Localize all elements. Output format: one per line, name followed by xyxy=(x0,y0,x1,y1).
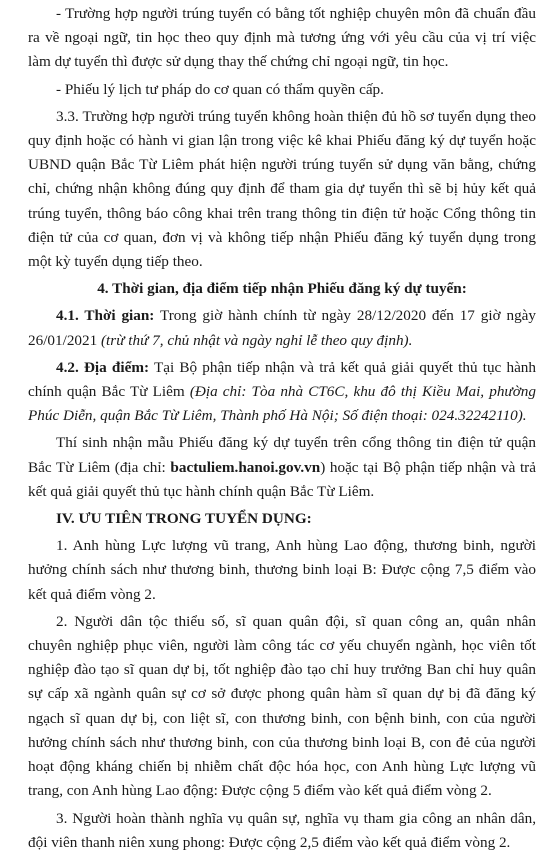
text-form-b: ) hoặc tại Bộ phận tiếp nhận và trả kết quả giải quyết thủ tục hành chính quận Bắc Từ Liêm. xyxy=(28,458,536,500)
note-4-2: (Địa chỉ: Tòa nhà CT6C, khu đô thị Kiều Mai, phường Phúc Diễn, quận Bắc Từ Liêm, Thành phố Hà Nội; Số điện thoại: 024.32242110). xyxy=(28,383,536,425)
paragraph-3-3: 3.3. Trường hợp người trúng tuyển không hoàn thiện đủ hồ sơ tuyển dụng theo quy định hoặc có hành vi gian lận trong việc kê khai Phiếu đăng ký dự tuyển hoặc UBND quận Bắc Từ Liêm phát hiện người trúng tuyển sử dụng văn bằng, chứng chỉ, chứng nhận không đúng quy định để tham gia dự tuyển thì sẽ bị hủy kết quả trúng tuyển, thông báo công khai trên trang thông tin điện tử hoặc Cổng thông tin điện tử của cơ quan, đơn vị và không tiếp nhận Phiếu đăng ký tuyển dụng trong một kỳ tuyển dụng tiếp theo. xyxy=(28,107,536,271)
label-4-1: 4.1. Thời gian: xyxy=(56,307,155,325)
label-4-2: 4.2. Địa điểm: xyxy=(56,358,150,376)
priority-item-2: 2. Người dân tộc thiểu số, sĩ quan quân đội, sĩ quan công an, quân nhân chuyên nghiệp phục viên, người làm công tác cơ yếu chuyển ngành, học viên tốt nghiệp đào tạo sĩ quan dự bị, tốt nghiệp đào tạo chỉ huy trưởng Ban chỉ huy quân sự cấp xã ngành quân sự cơ sở được phong quân hàm sĩ quan dự bị đã đăng ký ngạch sĩ quan dự bị, con liệt sĩ, con thương binh, con bệnh binh, con của người hưởng chính sách như thương binh, con của thương binh loại B, con đẻ của người hoạt động kháng chiến bị nhiễm chất độc hóa học, con Anh hùng Lực lượng vũ trang, con Anh hùng Lao động: Được cộng 5 điểm vào kết quả điểm vòng 2. xyxy=(28,612,536,800)
paragraph-form-download xyxy=(28,431,536,504)
paragraph-4-2 xyxy=(28,356,536,429)
priority-item-1: 1. Anh hùng Lực lượng vũ trang, Anh hùng Lao động, thương binh, người hưởng chính sách như thương binh, thương binh loại B: Được cộng 7,5 điểm vào kết quả điểm vòng 2. xyxy=(28,537,536,603)
text-4-2: Tại Bộ phận tiếp nhận và trả kết quả giải quyết thủ tục hành chính quận Bắc Từ Liêm xyxy=(28,358,536,401)
text-form-a: Thí sinh nhận mẫu Phiếu đăng ký dự tuyển trên cổng thông tin điện tử quận Bắc Từ Liêm (địa chỉ: xyxy=(28,434,536,476)
text-4-1: Trong giờ hành chính từ ngày 28/12/2020 đến 17 giờ ngày 26/01/2021 xyxy=(28,307,537,349)
paragraph-4-1 xyxy=(28,304,536,352)
section-heading-iv: IV. ƯU TIÊN TRONG TUYỂN DỤNG: xyxy=(56,510,312,528)
website-url: bactuliem.hanoi.gov.vn xyxy=(170,458,321,476)
paragraph-degree-substitution: - Trường hợp người trúng tuyển có bằng tốt nghiệp chuyên môn đã chuẩn đầu ra về ngoại ngữ, tin học theo quy định mà tương ứng với yêu cầu của vị trí việc làm dự tuyển thì được sử dụng thay thế chứng chỉ ngoại ngữ, tin học. xyxy=(28,5,536,71)
note-4-1: (trừ thứ 7, chủ nhật và ngày nghỉ lễ theo quy định). xyxy=(101,331,413,349)
paragraph-judicial-record: - Phiếu lý lịch tư pháp do cơ quan có thẩm quyền cấp. xyxy=(56,80,384,98)
priority-item-3: 3. Người hoàn thành nghĩa vụ quân sự, nghĩa vụ tham gia công an nhân dân, đội viên thanh niên xung phong: Được cộng 2,5 điểm vào kết quả điểm vòng 2. xyxy=(28,809,536,851)
section-heading-4: 4. Thời gian, địa điểm tiếp nhận Phiếu đăng ký dự tuyển: xyxy=(97,280,467,298)
